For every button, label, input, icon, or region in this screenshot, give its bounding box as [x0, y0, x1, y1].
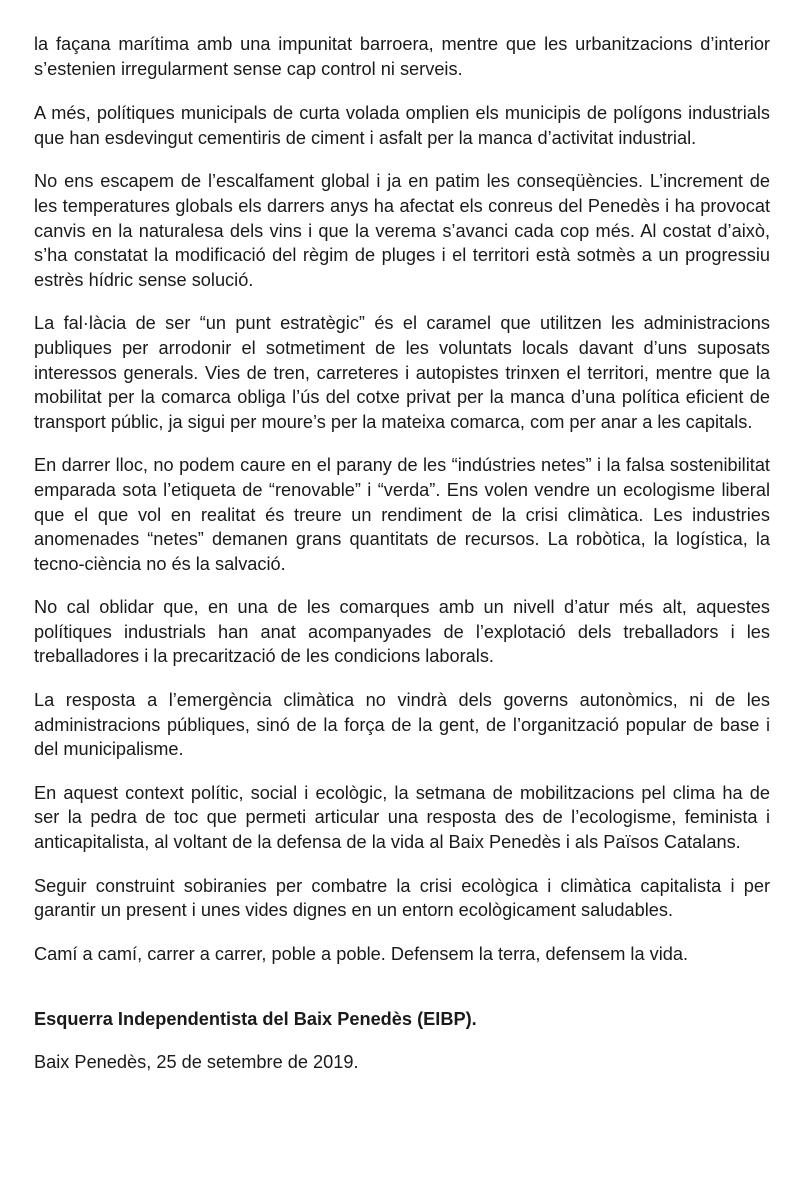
paragraph-strategic-point: La fal·làcia de ser “un punt estratègic” és el caramel que utilitzen les administracions publiques per arrodonir el sotmetiment de les voluntats locals davant d’uns suposats interessos generals. Vies de tren, carreteres i autopistes trinxen el territori, mentre que la mobilitat per la comarca obliga l’ús del cotxe privat per la manca d’una política eficient de transport públic, ja sigui per moure’s per la mateixa comarca, com per anar a les capitals.	[34, 313, 770, 432]
paragraph-global-warming: No ens escapem de l’escalfament global i ja en patim les conseqüències. L’increment de les temperatures globals els darrers anys ha afectat els conreus del Penedès i ha provocat canvis en la naturalesa dels vins i que la verema s’avanci cada cop més. Al costat d’això, s’ha constatat la modificació del règim de pluges i el territori està sotmès a un progressiu estrès hídric sense solució.	[34, 171, 770, 290]
paragraph-slogan: Camí a camí, carrer a carrer, poble a poble. Defensem la terra, defensem la vida.	[34, 943, 689, 964]
document-page	[34, 32, 770, 1075]
date-line: Baix Penedès, 25 de setembre de 2019.	[34, 1052, 359, 1072]
paragraph-clean-industries: En darrer lloc, no podem caure en el parany de les “indústries netes” i la falsa sostenibilitat emparada sota l’etiqueta de “renovable” i “verda”. Ens volen vendre un ecologisme liberal que el que vol en realitat és treure un rendiment de la crisi climàtica. Les industries anomenades “netes” demanen grans quantitats de recursos. La robòtica, la logística, la tecno-ciència no és la salvació.	[34, 455, 770, 574]
paragraph-mobilisation-week: En aquest context polític, social i ecològic, la setmana de mobilitzacions pel clima ha de ser la pedra de toc que permeti articular una resposta des de l’ecologisme, feminista i anticapitalista, al voltant de la defensa de la vida al Baix Penedès i als Països Catalans.	[34, 782, 770, 853]
paragraph-labour-exploitation: No cal oblidar que, en una de les comarques amb un nivell d’atur més alt, aquestes polítiques industrials han anat acompanyades de l’explotació dels treballadors i les treballadores i la precarització de les condicions laborals.	[34, 597, 770, 667]
paragraph-industrial-estates: A més, polítiques municipals de curta volada omplien els municipis de polígons industrials que han esdevingut cementiris de ciment i asfalt per la manca d’activitat industrial.	[34, 103, 770, 148]
paragraph-climate-response: La resposta a l’emergència climàtica no vindrà dels governs autonòmics, ni de les administracions públiques, sinó de la força de la gent, de l’organització popular de base i del municipalisme.	[34, 690, 770, 760]
paragraph-sovereignties: Seguir construint sobiranies per combatre la crisi ecològica i climàtica capitalista i per garantir un present i unes vides dignes en un entorn ecològicament saludables.	[34, 875, 770, 921]
signature: Esquerra Independentista del Baix Penedès (EIBP).	[34, 1009, 477, 1030]
paragraph-coastline: la façana marítima amb una impunitat barroera, mentre que les urbanitzacions d’interior s’estenien irregularment sense cap control ni serveis.	[34, 34, 770, 79]
